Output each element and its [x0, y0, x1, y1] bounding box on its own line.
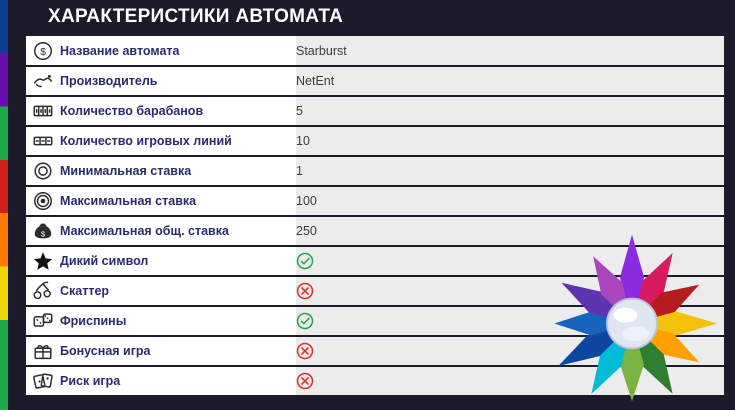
specs-table-body — [26, 36, 724, 396]
row-value — [296, 336, 724, 366]
row-icon-cell — [26, 66, 60, 96]
svg-text:$: $ — [40, 46, 46, 58]
coin-large-icon — [32, 190, 54, 212]
row-label: Скаттер — [60, 276, 296, 306]
row-label: Фриспины — [60, 306, 296, 336]
dice-icon — [32, 310, 54, 332]
table-row — [26, 96, 724, 126]
row-icon-cell — [26, 276, 60, 306]
handshake-icon — [32, 70, 54, 92]
money-bag-icon — [32, 220, 54, 242]
page-title: ХАРАКТЕРИСТИКИ АВТОМАТА — [48, 6, 344, 27]
playing-cards-icon — [32, 370, 54, 392]
row-icon-cell — [26, 216, 60, 246]
row-value — [296, 306, 724, 336]
table-row — [26, 216, 724, 246]
paylines-icon — [32, 130, 54, 152]
row-value — [296, 276, 724, 306]
row-label: Производитель — [60, 66, 296, 96]
row-icon-cell — [26, 306, 60, 336]
row-value — [296, 246, 724, 276]
table-row — [26, 66, 724, 96]
check-circle-icon — [296, 252, 314, 270]
cherry-icon — [32, 280, 54, 302]
row-value: NetEnt — [296, 66, 724, 96]
specs-table — [26, 36, 724, 397]
table-row — [26, 246, 724, 276]
row-icon-cell — [26, 96, 60, 126]
cross-circle-icon — [296, 342, 314, 360]
cross-circle-icon — [296, 372, 314, 390]
color-accent-bar — [0, 0, 8, 410]
table-row — [26, 306, 724, 336]
row-icon-cell — [26, 126, 60, 156]
row-label: Дикий символ — [60, 246, 296, 276]
table-row — [26, 366, 724, 396]
row-label: Максимальная общ. ставка — [60, 216, 296, 246]
gift-box-icon — [32, 340, 54, 362]
row-value: 100 — [296, 186, 724, 216]
row-value: 1 — [296, 156, 724, 186]
row-icon-cell — [26, 336, 60, 366]
row-value: 5 — [296, 96, 724, 126]
table-row — [26, 336, 724, 366]
row-label: Минимальная ставка — [60, 156, 296, 186]
check-circle-icon — [296, 312, 314, 330]
table-row — [26, 276, 724, 306]
cross-circle-icon — [296, 282, 314, 300]
svg-text:$: $ — [40, 229, 46, 239]
table-row — [26, 36, 724, 66]
row-icon-cell — [26, 186, 60, 216]
row-label: Максимальная ставка — [60, 186, 296, 216]
row-label: Количество барабанов — [60, 96, 296, 126]
row-label: Количество игровых линий — [60, 126, 296, 156]
row-label: Риск игра — [60, 366, 296, 396]
row-label: Название автомата — [60, 36, 296, 66]
row-value: 10 — [296, 126, 724, 156]
coin-small-icon — [32, 160, 54, 182]
row-value: 250 — [296, 216, 724, 246]
row-icon-cell — [26, 36, 60, 66]
star-icon — [32, 250, 54, 272]
row-icon-cell — [26, 246, 60, 276]
row-label: Бонусная игра — [60, 336, 296, 366]
row-icon-cell — [26, 156, 60, 186]
dollar-coin-icon — [32, 40, 54, 62]
table-row — [26, 186, 724, 216]
row-icon-cell — [26, 366, 60, 396]
row-value — [296, 366, 724, 396]
reels-icon — [32, 100, 54, 122]
table-row — [26, 126, 724, 156]
table-row — [26, 156, 724, 186]
row-value: Starburst — [296, 36, 724, 66]
